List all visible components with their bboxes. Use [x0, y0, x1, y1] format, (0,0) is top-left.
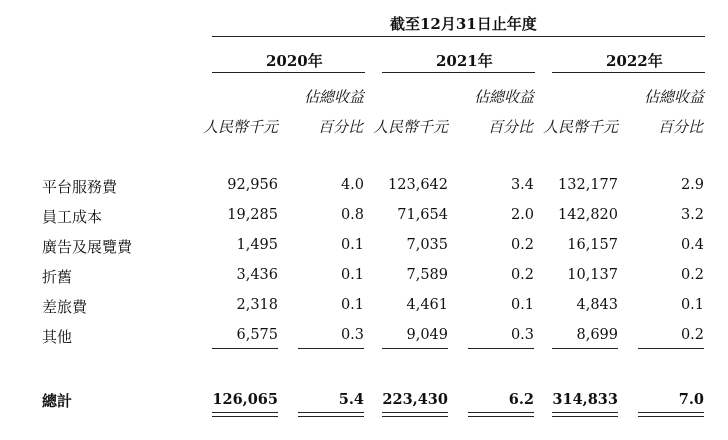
subtotal-rule-2022-amount — [552, 348, 618, 349]
total-2020-pct: 5.4 — [338, 391, 364, 408]
cell-2021-amount: 4,461 — [406, 297, 448, 313]
total-rule-2022-amount-a — [552, 412, 618, 413]
year-2021-header: 2021年 — [436, 52, 493, 70]
cell-2021-amount: 123,642 — [388, 177, 448, 193]
subtotal-rule-2020-pct — [298, 348, 364, 349]
subtotal-rule-2022-pct — [638, 348, 704, 349]
cell-2022-pct: 0.2 — [680, 267, 704, 283]
year-2020-header: 2020年 — [266, 52, 323, 70]
total-2022-pct: 7.0 — [678, 391, 704, 408]
cell-2021-pct: 0.2 — [510, 237, 534, 253]
pct-label-2020-line1: 佔總收益 — [304, 88, 365, 106]
year-2022-header: 2022年 — [606, 52, 663, 70]
cell-2021-amount: 7,589 — [406, 267, 448, 283]
year-2022-rule — [552, 72, 705, 73]
cell-2021-amount: 71,654 — [397, 207, 448, 223]
total-rule-2021-pct-a — [468, 412, 534, 413]
total-rule-2020-amount-b — [212, 416, 278, 417]
cell-2022-amount: 10,137 — [567, 267, 618, 283]
cell-2021-pct: 0.2 — [510, 267, 534, 283]
amount-label-2021: 人民幣千元 — [373, 118, 449, 136]
cell-2021-pct: 3.4 — [510, 177, 534, 193]
cell-2020-amount: 3,436 — [236, 267, 278, 283]
cell-2022-pct: 2.9 — [680, 177, 704, 193]
cell-2022-amount: 142,820 — [558, 207, 618, 223]
row-label: 差旅費 — [42, 298, 88, 316]
cell-2022-amount: 8,699 — [576, 327, 618, 343]
pct-label-2022-line1: 佔總收益 — [644, 88, 705, 106]
total-rule-2020-pct-b — [298, 416, 364, 417]
total-2021-amount: 223,430 — [382, 391, 448, 408]
cell-2022-amount: 4,843 — [576, 297, 618, 313]
subtotal-rule-2021-pct — [468, 348, 534, 349]
pct-label-2021-line1: 佔總收益 — [474, 88, 535, 106]
cell-2021-amount: 7,035 — [406, 237, 448, 253]
total-rule-2020-amount-a — [212, 412, 278, 413]
cell-2020-pct: 0.1 — [340, 237, 364, 253]
pct-label-2022-line2: 百分比 — [658, 118, 704, 136]
cell-2022-pct: 3.2 — [680, 207, 704, 223]
total-2020-amount: 126,065 — [212, 391, 278, 408]
cell-2021-pct: 2.0 — [510, 207, 534, 223]
period-rule — [212, 36, 705, 37]
row-label: 平台服務費 — [42, 178, 118, 196]
pct-label-2020-line2: 百分比 — [318, 118, 364, 136]
cell-2022-amount: 16,157 — [567, 237, 618, 253]
cell-2022-pct: 0.1 — [680, 297, 704, 313]
row-label: 員工成本 — [42, 208, 103, 226]
cell-2020-amount: 1,495 — [236, 237, 278, 253]
cell-2020-pct: 4.0 — [340, 177, 364, 193]
subtotal-rule-2021-amount — [382, 348, 448, 349]
cell-2020-amount: 6,575 — [236, 327, 278, 343]
total-rule-2022-pct-b — [638, 416, 704, 417]
cell-2021-pct: 0.3 — [510, 327, 534, 343]
year-2021-rule — [382, 72, 535, 73]
row-label: 折舊 — [42, 268, 73, 286]
total-rule-2021-pct-b — [468, 416, 534, 417]
cell-2021-pct: 0.1 — [510, 297, 534, 313]
cell-2020-pct: 0.8 — [340, 207, 364, 223]
total-rule-2022-amount-b — [552, 416, 618, 417]
total-2021-pct: 6.2 — [508, 391, 534, 408]
pct-label-2021-line2: 百分比 — [488, 118, 534, 136]
cell-2020-amount: 2,318 — [236, 297, 278, 313]
total-label: 總計 — [42, 392, 73, 410]
amount-label-2022: 人民幣千元 — [543, 118, 619, 136]
year-2020-rule — [212, 72, 365, 73]
amount-label-2020: 人民幣千元 — [203, 118, 279, 136]
total-2022-amount: 314,833 — [552, 391, 618, 408]
cell-2022-pct: 0.2 — [680, 327, 704, 343]
cell-2020-pct: 0.1 — [340, 297, 364, 313]
total-rule-2021-amount-a — [382, 412, 448, 413]
total-rule-2021-amount-b — [382, 416, 448, 417]
cell-2020-amount: 19,285 — [227, 207, 278, 223]
cell-2020-amount: 92,956 — [227, 177, 278, 193]
cell-2022-pct: 0.4 — [680, 237, 704, 253]
subtotal-rule-2020-amount — [212, 348, 278, 349]
period-header: 截至12月31日止年度 — [390, 15, 537, 33]
cell-2022-amount: 132,177 — [558, 177, 618, 193]
cell-2020-pct: 0.1 — [340, 267, 364, 283]
row-label: 其他 — [42, 328, 73, 346]
total-rule-2020-pct-a — [298, 412, 364, 413]
total-rule-2022-pct-a — [638, 412, 704, 413]
row-label: 廣告及展覽費 — [42, 238, 133, 256]
cell-2020-pct: 0.3 — [340, 327, 364, 343]
cell-2021-amount: 9,049 — [406, 327, 448, 343]
